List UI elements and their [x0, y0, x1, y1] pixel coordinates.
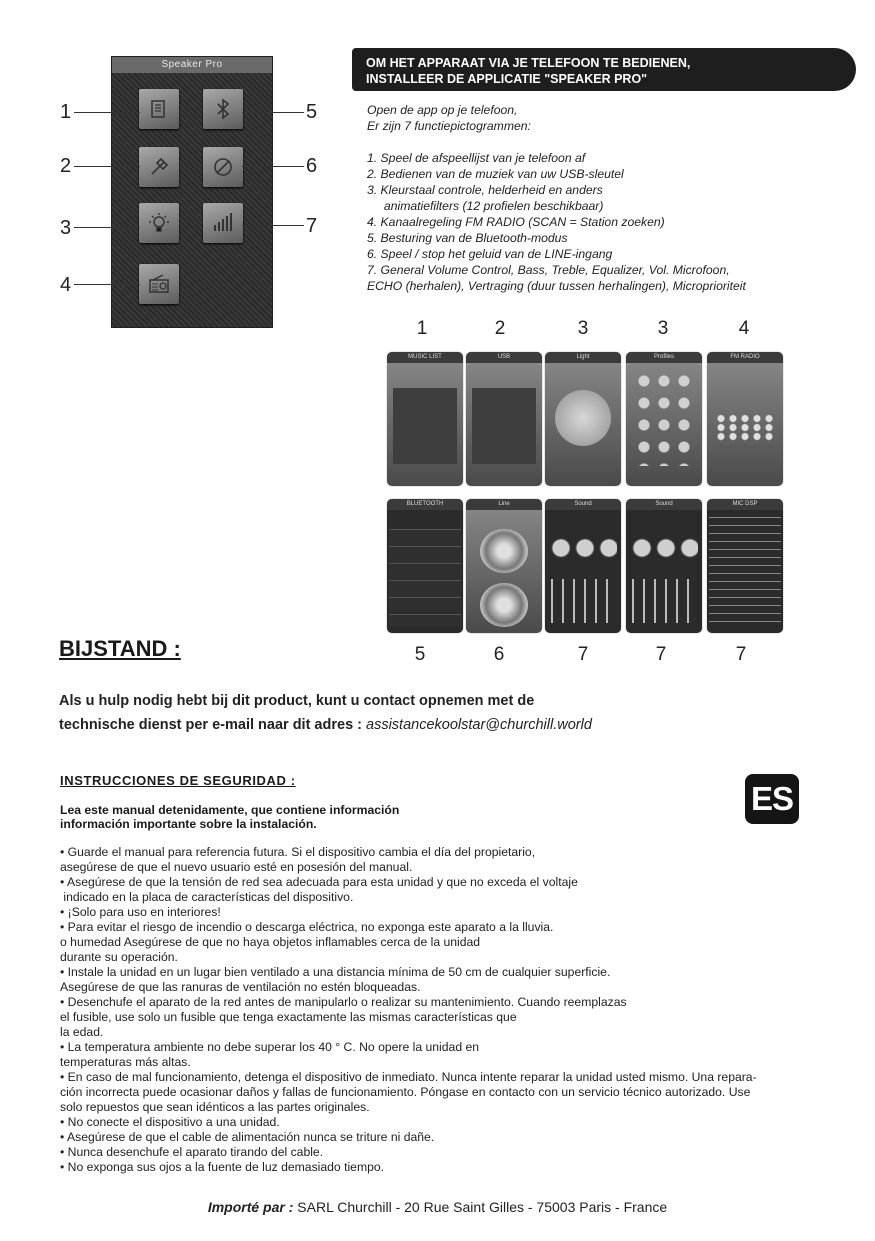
- sound-icon: [203, 203, 243, 243]
- color-wheel: [555, 390, 611, 446]
- screen-sound-2: [626, 499, 702, 633]
- importer-label: Importé par :: [207, 1199, 294, 1215]
- intro-line: Er zijn 7 functiepictogrammen:: [367, 119, 531, 133]
- screen-number: 7: [655, 644, 667, 665]
- intro-line: 1. Speel de afspeellijst van je telefoon af: [367, 151, 586, 165]
- screen-number: 1: [416, 318, 428, 339]
- screen-number: 6: [493, 644, 505, 665]
- safety-intro: [60, 803, 399, 831]
- intro-line: 2. Bedienen van de muziek van uw USB-sleutel: [367, 167, 624, 181]
- screen-bluetooth: [387, 499, 463, 633]
- leader-line: [74, 284, 140, 285]
- safety-intro-line: información importante sobre la instalación.: [60, 817, 317, 831]
- assistance-line-1: Als u hulp nodig hebt bij dit product, kunt u contact opnemen met de: [59, 693, 535, 709]
- app-title: Speaker Pro: [112, 57, 272, 73]
- intro-spacer: [367, 134, 746, 150]
- leader-line: [74, 227, 140, 228]
- screen-number: 3: [657, 318, 669, 339]
- callout-4: 4: [60, 274, 72, 296]
- safety-line: • Nunca desenchufe el aparato tirando del cable.: [60, 1145, 324, 1159]
- safety-line: • Desenchufe el aparato de la red antes de manipularlo o realizar su mantenimiento. Cuando reemplazas: [60, 995, 627, 1009]
- language-badge: ES: [745, 774, 799, 824]
- screen-title: Light: [545, 352, 621, 363]
- screen-title: Sound: [626, 499, 702, 510]
- intro-line: 5. Besturing van de Bluetooth-modus: [367, 231, 568, 245]
- callout-7: 7: [306, 215, 318, 237]
- intro-line: 7. General Volume Control, Bass, Treble, Equalizer, Vol. Microfoon,: [367, 263, 730, 277]
- bluetooth-icon: [203, 89, 243, 129]
- screen-number: 7: [735, 644, 747, 665]
- header-line-2: INSTALLEER DE APPLICATIE "SPEAKER PRO": [366, 72, 648, 86]
- leader-line: [242, 166, 304, 167]
- screen-number: 5: [414, 644, 426, 665]
- screen-fm-radio: [707, 352, 783, 486]
- screen-number: 3: [577, 318, 589, 339]
- speaker-graphic: [480, 583, 528, 627]
- leader-line: [74, 166, 140, 167]
- safety-line: • La temperatura ambiente no debe superar los 40 ° C. No opere la unidad en: [60, 1040, 480, 1054]
- radio-keypad: [715, 414, 775, 442]
- safety-line: durante su operación.: [60, 950, 178, 964]
- sound-knobs: [549, 537, 617, 559]
- safety-intro-line: Lea este manual detenidamente, que contiene información: [60, 803, 400, 817]
- safety-line: • En caso de mal funcionamiento, detenga el dispositivo de inmediato. Nunca intente reparar la unidad usted mismo. Una repara-: [60, 1070, 757, 1084]
- safety-line: • No conecte el dispositivo a una unidad.: [60, 1115, 280, 1129]
- function-list: [367, 102, 746, 294]
- screen-usb: [466, 352, 542, 486]
- playlist-icon: [139, 89, 179, 129]
- callout-6: 6: [306, 155, 318, 177]
- eq-faders: [551, 579, 615, 623]
- intro-line: 4. Kanaalregeling FM RADIO (SCAN = Station zoeken): [367, 215, 665, 229]
- screen-number: 7: [577, 644, 589, 665]
- safety-instructions: [60, 845, 757, 1175]
- screen-title: MIC DSP: [707, 499, 783, 510]
- safety-line: • Guarde el manual para referencia futura. Si el dispositivo cambia el día del propietario,: [60, 845, 536, 859]
- line-in-icon: [203, 147, 243, 187]
- intro-line: Open de app op je telefoon,: [367, 103, 518, 117]
- leader-line: [242, 112, 304, 113]
- callout-2: 2: [60, 155, 72, 177]
- screen-title: USB: [466, 352, 542, 363]
- screen-title: MUSIC LIST: [387, 352, 463, 363]
- callout-1: 1: [60, 101, 72, 123]
- leader-line: [242, 225, 304, 226]
- safety-line: ción incorrecta puede ocasionar daños y fallas de funcionamiento. Póngase en contacto con un servicio técnico autorizado. Use: [60, 1085, 751, 1099]
- support-email-link[interactable]: assistancekoolstar@churchill.world: [366, 717, 592, 733]
- safety-line: solo repuestos que sean idénticos a las partes originales.: [60, 1100, 370, 1114]
- assistance-title: BIJSTAND :: [59, 636, 181, 661]
- screen-title: BLUETOOTH: [387, 499, 463, 510]
- screen-mic-dsp: [707, 499, 783, 633]
- screen-body: [393, 388, 457, 464]
- safety-line: • Para evitar el riesgo de incendio o descarga eléctrica, no exponga este aparato a la lluvia.: [60, 920, 554, 934]
- safety-line: • ¡Solo para uso en interiores!: [60, 905, 221, 919]
- importer-footer: [0, 1199, 875, 1215]
- screen-sound-1: [545, 499, 621, 633]
- safety-line: o humedad Asegúrese de que no haya objetos inflamables cerca de la unidad: [60, 935, 481, 949]
- profile-grid: [634, 370, 694, 466]
- safety-line: la edad.: [60, 1025, 104, 1039]
- safety-line: asegúrese de que el nuevo usuario esté en posesión del manual.: [60, 860, 413, 874]
- dsp-sliders: [709, 517, 781, 627]
- intro-line: 6. Speel / stop het geluid van de LINE-ingang: [367, 247, 613, 261]
- safety-line: temperaturas más altas.: [60, 1055, 191, 1069]
- screen-body: [472, 388, 536, 464]
- screen-profiles: [626, 352, 702, 486]
- callout-5: 5: [306, 101, 318, 123]
- screen-title: FM RADIO: [707, 352, 783, 363]
- safety-line: • Instale la unidad en un lugar bien ventilado a una distancia mínima de 50 cm de cualquier superficie.: [60, 965, 611, 979]
- screen-line: [466, 499, 542, 633]
- eq-faders: [632, 579, 696, 623]
- safety-line: indicado en la placa de características del dispositivo.: [60, 890, 354, 904]
- screen-number: 4: [738, 318, 750, 339]
- safety-line: • No exponga sus ojos a la fuente de luz demasiado tiempo.: [60, 1160, 385, 1174]
- install-app-header: [352, 48, 856, 91]
- screen-music-list: [387, 352, 463, 486]
- screen-number: 2: [494, 318, 506, 339]
- assistance-line-2: [59, 717, 592, 733]
- app-illustration: [111, 56, 273, 328]
- screen-title: Profiles: [626, 352, 702, 363]
- safety-line: Asegúrese de que las ranuras de ventilación no estén bloqueadas.: [60, 980, 421, 994]
- screen-light: [545, 352, 621, 486]
- light-icon: [139, 203, 179, 243]
- assistance-text: technische dienst per e-mail naar dit adres :: [59, 717, 367, 733]
- leader-line: [74, 112, 140, 113]
- screen-title: Sound: [545, 499, 621, 510]
- speaker-graphic: [480, 529, 528, 573]
- device-list: [389, 529, 461, 627]
- safety-line: • Asegúrese de que el cable de alimentación nunca se triture ni dañe.: [60, 1130, 435, 1144]
- header-line-1: OM HET APPARAAT VIA JE TELEFOON TE BEDIENEN,: [366, 56, 691, 70]
- intro-line: ECHO (herhalen), Vertraging (duur tussen herhalingen), Microprioriteit: [367, 279, 746, 293]
- safety-title: INSTRUCCIONES DE SEGURIDAD :: [60, 773, 296, 788]
- safety-line: • Asegúrese de que la tensión de red sea adecuada para esta unidad y que no exceda el voltaje: [60, 875, 578, 889]
- intro-line: animatiefilters (12 profielen beschikbaar): [367, 199, 604, 213]
- importer-address: SARL Churchill - 20 Rue Saint Gilles - 75003 Paris - France: [293, 1199, 668, 1215]
- intro-line: 3. Kleurstaal controle, helderheid en anders: [367, 183, 603, 197]
- radio-icon: [139, 264, 179, 304]
- usb-icon: [139, 147, 179, 187]
- sound-knobs: [630, 537, 698, 559]
- callout-3: 3: [60, 217, 72, 239]
- screen-title: Line: [466, 499, 542, 510]
- safety-line: el fusible, use solo un fusible que tenga exactamente las mismas características que: [60, 1010, 517, 1024]
